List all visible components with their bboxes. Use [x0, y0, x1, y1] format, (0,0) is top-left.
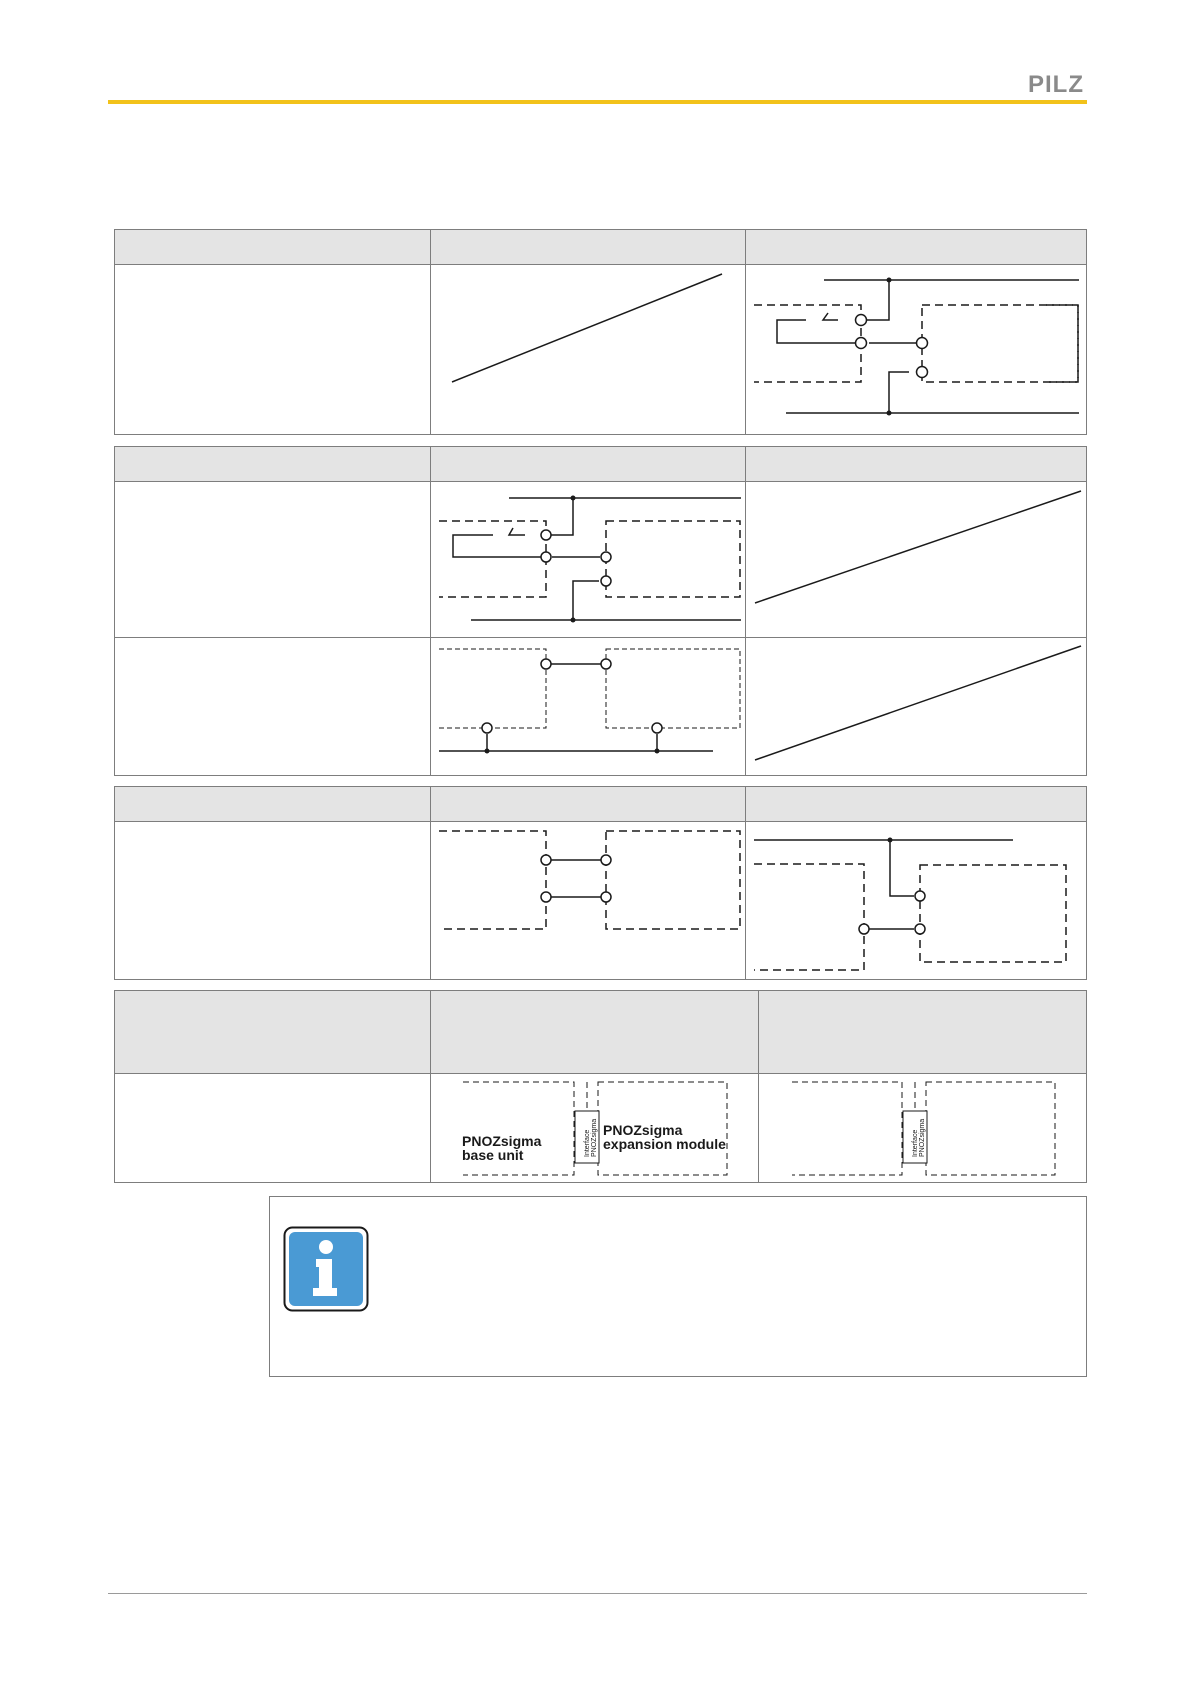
table-header	[115, 230, 1086, 265]
wiring-table-1	[114, 229, 1087, 435]
not-applicable-slash	[746, 638, 1087, 776]
wiring-diagram-relay-contact	[746, 266, 1087, 435]
module-connection-diagram	[431, 1075, 758, 1183]
info-icon	[283, 1226, 369, 1312]
base-unit-label-line2: base unit	[462, 1147, 524, 1163]
table-header	[115, 447, 1086, 482]
interface-label-line2: PNOZsigma	[919, 1118, 926, 1157]
not-applicable-slash	[431, 266, 745, 435]
interface-label-line1: Interface	[584, 1129, 591, 1157]
wiring-diagram-ground-link	[431, 638, 745, 776]
expansion-label-line2: expansion module	[603, 1136, 726, 1152]
expansion-label-line1: PNOZsigma	[603, 1122, 683, 1138]
header-rule	[108, 100, 1087, 104]
footer-rule	[108, 1593, 1087, 1594]
table-header	[115, 787, 1086, 822]
wiring-table-2	[114, 446, 1087, 776]
not-applicable-slash	[746, 483, 1087, 637]
base-unit-label-line1: PNOZsigma	[462, 1133, 542, 1149]
wiring-diagram-supply-link	[746, 823, 1087, 980]
info-note-box	[269, 1196, 1087, 1377]
wiring-diagram-contact-input	[431, 483, 745, 637]
interface-label-line1: Interface	[912, 1129, 919, 1157]
interface-label-line2: PNOZsigma	[591, 1118, 598, 1157]
module-connection-diagram	[759, 1075, 1087, 1183]
wiring-table-3	[114, 786, 1087, 980]
wiring-diagram-two-channel	[431, 823, 745, 980]
pilz-logo: PILZ	[1028, 71, 1084, 98]
wiring-table-4	[114, 990, 1087, 1183]
table-header	[115, 991, 1086, 1074]
